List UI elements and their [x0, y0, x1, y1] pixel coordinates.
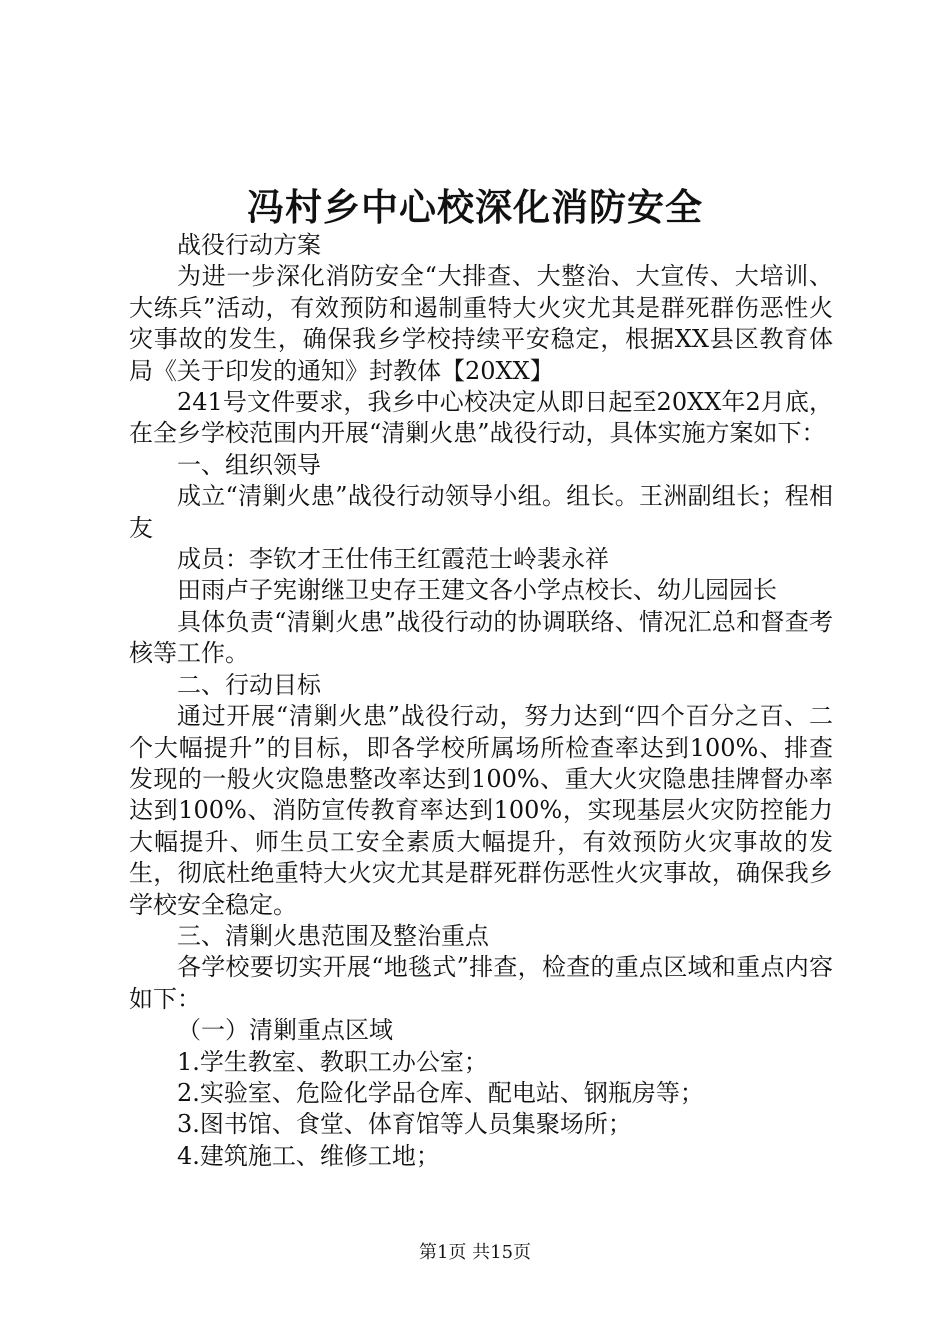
- paragraph: 通过开展“清剿火患”战役行动，努力达到“四个百分之百、二个大幅提升”的目标，即各学校所属场所检查率达到100%、排查发现的一般火灾隐患整改率达到100%、重大火灾隐患挂牌督办率达到100%、消防宣传教育率达到100%，实现基层火灾防控能力大幅提升、师生员工安全素质大幅提升，有效预防火灾事故的发生，彻底杜绝重特大火灾尤其是群死群伤恶性火灾事故，确保我乡学校安全稳定。: [129, 702, 833, 919]
- list-item: 1.学生教室、教职工办公室；: [177, 1047, 488, 1076]
- subsection-heading: （一）清剿重点区域: [177, 1016, 393, 1045]
- list-item: 3.图书馆、食堂、体育馆等人员集聚场所；: [177, 1110, 632, 1139]
- document-body: [129, 230, 833, 1172]
- paragraph: 战役行动方案: [177, 231, 321, 259]
- paragraph: 成立“清剿火患”战役行动领导小组。组长。王洲副组长；程相友: [129, 482, 833, 542]
- paragraph: 为进一步深化消防安全“大排查、大整治、大宣传、大培训、大练兵”活动，有效预防和遏制重特大火灾尤其是群死群伤恶性火灾事故的发生，确保我乡学校持续平安稳定，根据XX县区教育体局《关于印发的通知》封教体【20XX】: [129, 262, 833, 385]
- document-title: 冯村乡中心校深化消防安全: [247, 185, 703, 229]
- section-heading: 一、组织领导: [177, 450, 321, 479]
- list-item: 4.建筑施工、维修工地；: [177, 1141, 440, 1170]
- paragraph: 各学校要切实开展“地毯式”排查，检查的重点区域和重点内容如下：: [129, 953, 833, 1013]
- paragraph: 成员：李钦才王仕伟王红霞范士岭裴永祥: [177, 545, 609, 574]
- paragraph: 田雨卢子宪谢继卫史存王建文各小学点校长、幼儿园园长: [177, 576, 777, 605]
- page-number: 第1页 共15页: [418, 1242, 532, 1263]
- paragraph: 具体负责“清剿火患”战役行动的协调联络、情况汇总和督查考核等工作。: [129, 607, 833, 668]
- section-heading: 二、行动目标: [177, 670, 321, 699]
- section-heading: 三、清剿火患范围及整治重点: [177, 921, 489, 950]
- paragraph: 241号文件要求，我乡中心校决定从即日起至20XX年2月底，在全乡学校范围内开展“清剿火患”战役行动，具体实施方案如下：: [129, 388, 833, 448]
- list-item: 2.实验室、危险化学品仓库、配电站、钢瓶房等；: [177, 1078, 704, 1107]
